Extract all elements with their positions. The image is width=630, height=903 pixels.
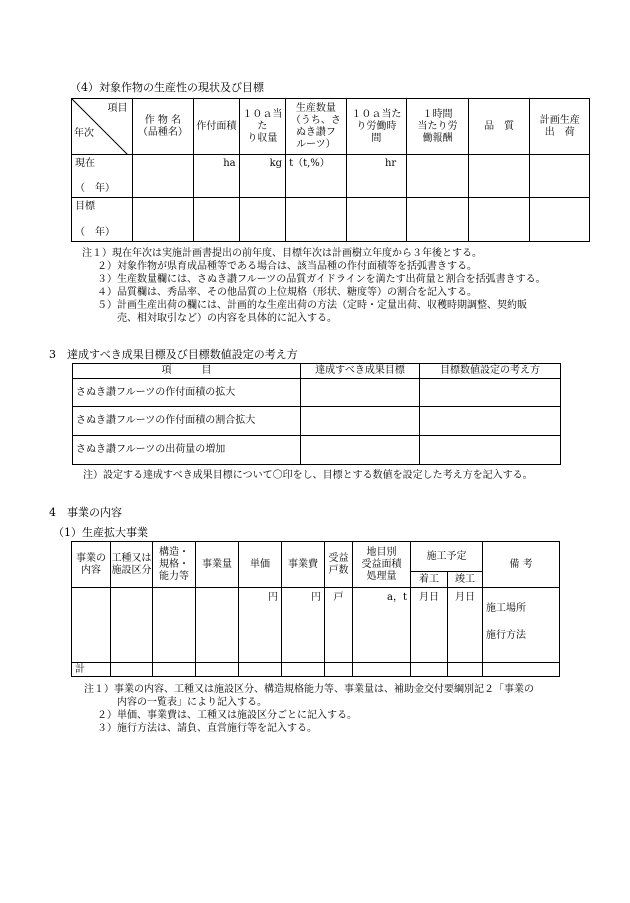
header-hourly-wage: １時間 当たり労 働報酬 bbox=[407, 99, 469, 155]
header-item: 項目 bbox=[107, 103, 128, 114]
table-row bbox=[72, 663, 560, 677]
header-goal: 達成すべき成果目標 bbox=[301, 364, 420, 379]
note-1-6: 売、相対取引など）の内容を具体的に記入する。 bbox=[117, 313, 337, 324]
header-benefit-area: 地目別 受益面積 処理量 bbox=[353, 542, 411, 588]
cell-variety[interactable] bbox=[132, 198, 194, 242]
remark-location: 施工場所 bbox=[486, 603, 526, 614]
total-label: 計 bbox=[72, 663, 111, 677]
cell-quantity[interactable] bbox=[196, 588, 239, 663]
note-1-5: ５）計画生産出荷の欄には、計画的な生産出荷の方法（定時・定量出荷、収穫時期調整、契約販 bbox=[97, 300, 527, 311]
unit-area[interactable]: a，t bbox=[353, 588, 411, 663]
note-3-4: ３）施行方法は、請負、直営施行等を記入する。 bbox=[97, 723, 317, 734]
reason-cell[interactable] bbox=[420, 407, 561, 436]
header-remarks: 備 考 bbox=[483, 542, 560, 588]
section-title-productivity: （4）対象作物の生産性の現状及び目標 bbox=[70, 81, 264, 94]
cell-plan[interactable] bbox=[530, 155, 590, 198]
goal-cell[interactable] bbox=[301, 407, 420, 436]
header-households: 受益 戸数 bbox=[325, 542, 353, 588]
header-variety: 作 物 名 （品種名） bbox=[132, 99, 194, 155]
row-target: 目標 （ 年） bbox=[72, 198, 133, 242]
note-3-3: ２）単価、事業費は、工種又は施設区分ごとに記入する。 bbox=[97, 710, 357, 721]
header-production: 生産数量 （うち、さ ぬき讃フ ルーツ） bbox=[286, 99, 347, 155]
cell-quality[interactable] bbox=[468, 155, 530, 198]
note-3-1: 注１）事業の内容、工種又は施設区分、構造規格能力等、事業量は、補助金交付要綱別記２「事業の bbox=[84, 684, 534, 695]
header-work-type: 工種又は 施設区分 bbox=[111, 542, 153, 588]
cell-yield[interactable] bbox=[239, 198, 286, 242]
header-cost: 事業費 bbox=[282, 542, 325, 588]
section-title-goals: 3 達成すべき成果目標及び目標数値設定の考え方 bbox=[49, 348, 298, 361]
header-planned-shipping: 計画生産 出 荷 bbox=[530, 99, 590, 155]
cell-content[interactable] bbox=[72, 588, 111, 663]
cell-remarks[interactable] bbox=[483, 588, 560, 663]
unit-month-day[interactable]: 月日 bbox=[448, 588, 483, 663]
productivity-table bbox=[71, 98, 590, 242]
cell-wage[interactable] bbox=[407, 155, 469, 198]
row-current: 現在 （ 年） bbox=[72, 155, 133, 198]
header-year: 年次 bbox=[74, 128, 94, 139]
reason-cell[interactable] bbox=[420, 436, 561, 465]
note-1-1: 注１）現在年次は実施計画書提出の前年度、目標年次は計画樹立年度から３年後とする。 bbox=[82, 248, 482, 259]
table-row bbox=[72, 198, 590, 242]
unit-t[interactable]: t（t,%） bbox=[286, 155, 347, 198]
unit-hr[interactable]: hr bbox=[346, 155, 407, 198]
header-item-year-cell bbox=[72, 99, 133, 155]
header-unit-price: 単価 bbox=[239, 542, 282, 588]
header-yield-10a: １０ａ当た り収量 bbox=[239, 99, 286, 155]
cell-area[interactable] bbox=[194, 198, 239, 242]
cell-wage[interactable] bbox=[407, 198, 469, 242]
goal-row-label: さぬき讃フルーツの出荷量の増加 bbox=[73, 436, 301, 465]
note-1-3: ３）生産数量欄には、さぬき讃フルーツの品質ガイドラインを満たす出荷量と割合を括弧書きする。 bbox=[97, 274, 546, 285]
header-schedule: 施工予定 bbox=[411, 542, 483, 572]
note-1-2: ２）対象作物が県育成品種等である場合は、該当品種の作付面積等を括弧書きする。 bbox=[97, 261, 477, 272]
cell-quality[interactable] bbox=[468, 198, 530, 242]
goal-row-label: さぬき讃フルーツの作付面積の割合拡大 bbox=[73, 407, 301, 436]
cell-production[interactable] bbox=[286, 198, 347, 242]
goals-table bbox=[72, 363, 561, 465]
header-quality: 品 質 bbox=[468, 99, 530, 155]
unit-households[interactable]: 戸 bbox=[325, 588, 353, 663]
unit-kg[interactable]: kg bbox=[239, 155, 286, 198]
header-goal-item: 項 目 bbox=[73, 364, 301, 379]
table-row bbox=[73, 379, 561, 407]
header-start: 着工 bbox=[411, 572, 448, 588]
cell-hours[interactable] bbox=[346, 198, 407, 242]
table-row bbox=[73, 436, 561, 465]
header-goal-reason: 目標数値設定の考え方 bbox=[420, 364, 561, 379]
unit-month-day[interactable]: 月日 bbox=[411, 588, 448, 663]
unit-yen[interactable]: 円 bbox=[239, 588, 282, 663]
cell-structure[interactable] bbox=[153, 588, 196, 663]
header-end: 竣工 bbox=[448, 572, 483, 588]
cell-work-type[interactable] bbox=[111, 588, 153, 663]
header-planted-area: 作付面積 bbox=[194, 99, 239, 155]
header-labor-hours: １０ａ当た り労働時 間 bbox=[346, 99, 407, 155]
remark-method: 施行方法 bbox=[486, 630, 526, 641]
section-title-contents: 4 事業の内容 bbox=[49, 506, 122, 519]
unit-ha[interactable]: ha bbox=[194, 155, 239, 198]
header-content: 事業の 内容 bbox=[72, 542, 111, 588]
section-title-expansion: （1）生産拡大事業 bbox=[53, 526, 148, 539]
reason-cell[interactable] bbox=[420, 379, 561, 407]
cell-variety[interactable] bbox=[132, 155, 194, 198]
header-structure: 構造・ 規格・ 能力等 bbox=[153, 542, 196, 588]
table-row bbox=[73, 407, 561, 436]
note-3-2: 内容の一覧表」により記入する。 bbox=[117, 697, 267, 708]
cell-plan[interactable] bbox=[530, 198, 590, 242]
header-quantity: 事業量 bbox=[196, 542, 239, 588]
goal-row-label: さぬき讃フルーツの作付面積の拡大 bbox=[73, 379, 301, 407]
note-2: 注）設定する達成すべき成果目標について〇印をし、目標とする数値を設定した考え方を記入する。 bbox=[83, 470, 533, 481]
note-1-4: ４）品質欄は、秀品率、その他品質の上位規格（形状、糖度等）の割合を記入する。 bbox=[97, 287, 477, 298]
goal-cell[interactable] bbox=[301, 379, 420, 407]
table-row bbox=[72, 588, 560, 663]
unit-yen[interactable]: 円 bbox=[282, 588, 325, 663]
table-row bbox=[72, 155, 590, 198]
goal-cell[interactable] bbox=[301, 436, 420, 465]
project-table bbox=[71, 541, 560, 677]
